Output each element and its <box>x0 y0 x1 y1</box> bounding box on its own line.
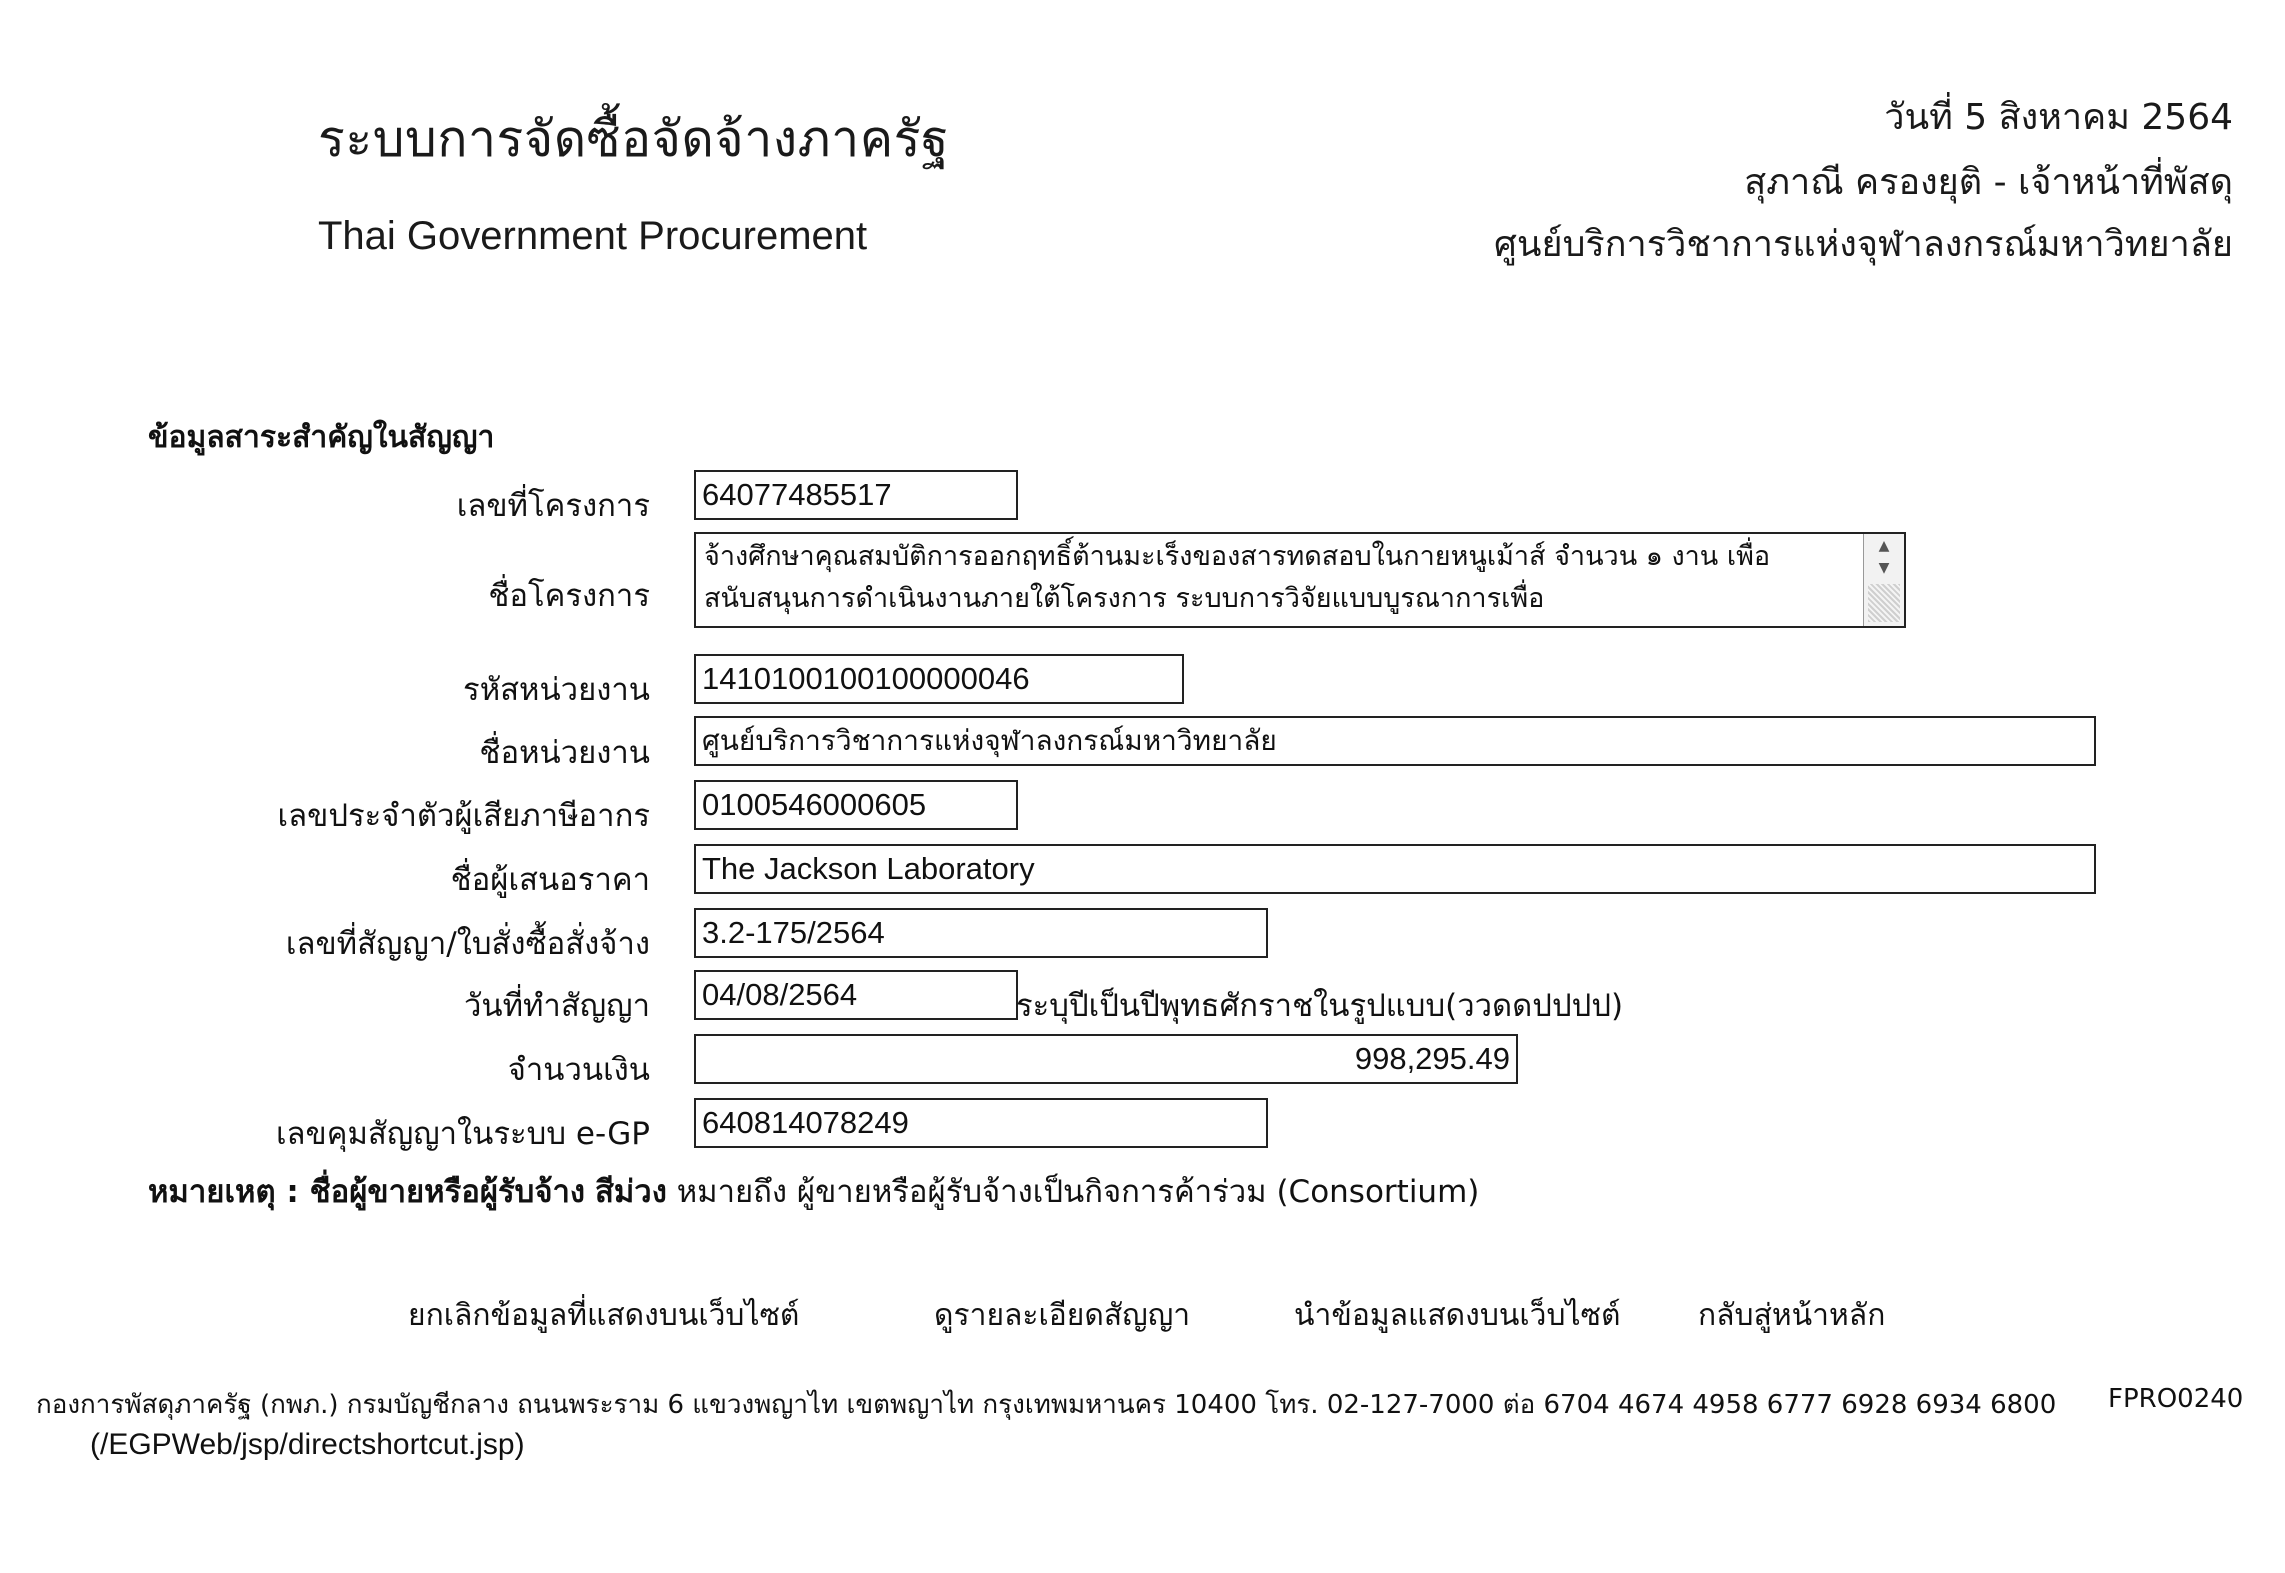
egp-no-field[interactable]: 640814078249 <box>694 1098 1268 1148</box>
contract-date-field[interactable]: 04/08/2564 <box>694 970 1018 1020</box>
current-date: วันที่ 5 สิงหาคม 2564 <box>1884 97 2233 138</box>
contract-date-label: วันที่ทำสัญญา <box>463 988 650 1024</box>
contract-date-hint: ระบุปีเป็นปีพุทธศักราชในรูปแบบ(ววดดปปปป) <box>1016 988 1624 1024</box>
bidder-label: ชื่อผู้เสนอราคา <box>450 862 650 898</box>
project-name-textarea[interactable] <box>694 532 1906 628</box>
project-no-field[interactable]: 64077485517 <box>694 470 1018 520</box>
footer-path: (/EGPWeb/jsp/directshortcut.jsp) <box>90 1428 525 1461</box>
project-name-label: ชื่อโครงการ <box>488 578 650 614</box>
scroll-track[interactable] <box>1868 584 1900 622</box>
amount-label: จำนวนเงิน <box>507 1052 650 1088</box>
home-link[interactable]: กลับสู่หน้าหลัก <box>1698 1298 1886 1333</box>
cancel-publish-link[interactable]: ยกเลิกข้อมูลที่แสดงบนเว็บไซต์ <box>408 1298 800 1333</box>
dept-name-field[interactable]: ศูนย์บริการวิชาการแห่งจุฬาลงกรณ์มหาวิทยาลัย <box>694 716 2096 766</box>
contract-no-label: เลขที่สัญญา/ใบสั่งซื้อสั่งจ้าง <box>285 926 650 962</box>
consortium-note <box>148 1166 1479 1216</box>
contract-no-field[interactable]: 3.2-175/2564 <box>694 908 1268 958</box>
site-title-en: Thai Government Procurement <box>318 214 868 258</box>
view-contract-link[interactable]: ดูรายละเอียดสัญญา <box>934 1298 1191 1333</box>
note-prefix: หมายเหตุ : ชื่อผู้ขายหรือผู้รับจ้าง <box>148 1174 586 1210</box>
note-highlight: สีม่วง <box>594 1174 667 1210</box>
dept-code-field[interactable]: 1410100100100000046 <box>694 654 1184 704</box>
publish-link[interactable]: นำข้อมูลแสดงบนเว็บไซต์ <box>1294 1298 1621 1333</box>
user-info: สุภาณี ครองยุติ - เจ้าหน้าที่พัสดุ <box>1744 162 2233 203</box>
project-no-label: เลขที่โครงการ <box>456 488 650 524</box>
egp-no-label: เลขคุมสัญญาในระบบ e-GP <box>275 1116 650 1152</box>
section-title: ข้อมูลสาระสำคัญในสัญญา <box>148 420 495 455</box>
dept-name-label: ชื่อหน่วยงาน <box>479 735 650 771</box>
tax-id-field[interactable]: 0100546000605 <box>694 780 1018 830</box>
project-name-scrollbar[interactable] <box>1863 534 1904 626</box>
dept-code-label: รหัสหน่วยงาน <box>463 672 650 708</box>
bidder-field[interactable]: The Jackson Laboratory <box>694 844 2096 894</box>
site-title-th: ระบบการจัดซื้อจัดจ้างภาครัฐ <box>318 110 950 168</box>
project-name-text: จ้างศึกษาคุณสมบัติการออกฤทธิ์ต้านมะเร็งของสารทดสอบในกายหนูเม้าส์ จำนวน ๑ งาน เพื่อสนับสนุนการดำเนินงานภายใต้โครงการ ระบบการวิจัยแบบบูรณาการเพื่อ <box>704 541 1771 614</box>
scroll-down-icon[interactable]: ▼ <box>1878 560 1890 576</box>
tax-id-label: เลขประจำตัวผู้เสียภาษีอากร <box>277 798 650 834</box>
footer-page-code: FPRO0240 <box>2108 1384 2244 1414</box>
amount-field[interactable]: 998,295.49 <box>694 1034 1518 1084</box>
footer-address: กองการพัสดุภาครัฐ (กพภ.) กรมบัญชีกลาง ถนนพระราม 6 แขวงพญาไท เขตพญาไท กรุงเทพมหานคร 10400 โทร. 02-127-7000 ต่อ 6704 4674 4958 6777 6928 6934 6800 <box>36 1390 2057 1420</box>
scroll-up-icon[interactable]: ▲ <box>1878 538 1890 554</box>
organization-name: ศูนย์บริการวิชาการแห่งจุฬาลงกรณ์มหาวิทยาลัย <box>1494 224 2233 265</box>
note-suffix: หมายถึง ผู้ขายหรือผู้รับจ้างเป็นกิจการค้าร่วม (Consortium) <box>676 1174 1480 1210</box>
